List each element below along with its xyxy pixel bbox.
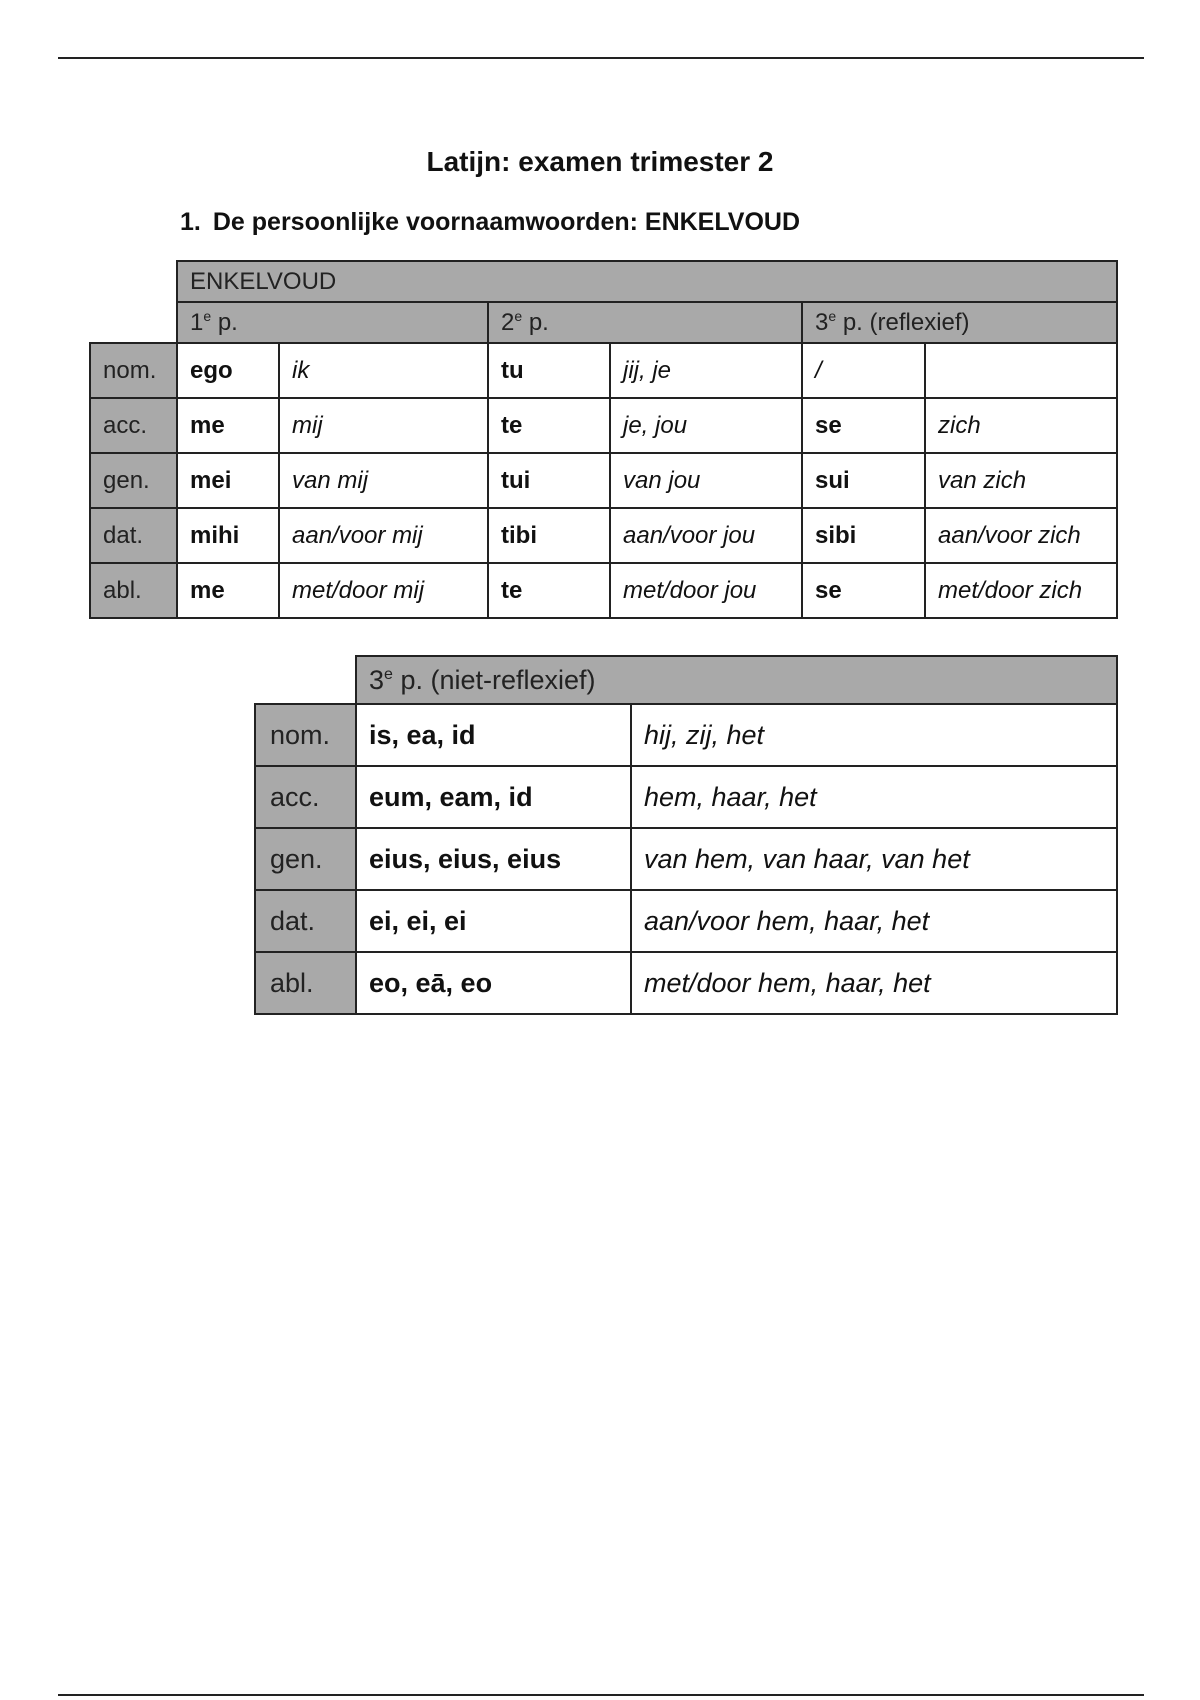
latin-form: mei [177, 453, 279, 508]
translation: zich [925, 398, 1117, 453]
case-label: abl. [90, 563, 177, 618]
ordinal-superscript: e [384, 665, 393, 683]
latin-form: eius, eius, eius [356, 828, 631, 890]
singular-pronoun-table [89, 260, 1118, 619]
latin-form: sui [802, 453, 925, 508]
person-header-row [90, 302, 1117, 343]
table-title: ENKELVOUD [177, 261, 1117, 302]
case-label: acc. [255, 766, 356, 828]
top-rule [58, 57, 1144, 59]
latin-form: tui [488, 453, 610, 508]
translation: aan/voor mij [279, 508, 488, 563]
corner-cell [90, 302, 177, 343]
table-row [90, 453, 1117, 508]
latin-form: se [802, 398, 925, 453]
case-label: gen. [255, 828, 356, 890]
table-title-row [90, 261, 1117, 302]
table-row [255, 704, 1117, 766]
case-label: dat. [255, 890, 356, 952]
document-title: Latijn: examen trimester 2 [426, 146, 774, 177]
ordinal-superscript: e [828, 308, 837, 324]
translation: mij [279, 398, 488, 453]
table-title [356, 656, 1117, 704]
table-row [90, 508, 1117, 563]
translation: hem, haar, het [631, 766, 1117, 828]
latin-form: me [177, 398, 279, 453]
translation: van hem, van haar, van het [631, 828, 1117, 890]
case-label: abl. [255, 952, 356, 1014]
latin-form: eo, eā, eo [356, 952, 631, 1014]
translation: aan/voor zich [925, 508, 1117, 563]
section-heading-text: De persoonlijke voornaamwoorden: ENKELVOUD [212, 208, 800, 236]
corner-cell [255, 656, 356, 704]
section-heading [180, 208, 800, 237]
translation: met/door hem, haar, het [631, 952, 1117, 1014]
person-number: 3 [369, 664, 385, 695]
table-row [90, 398, 1117, 453]
case-label: gen. [90, 453, 177, 508]
person-number: 2 [501, 309, 515, 336]
translation: van zich [925, 453, 1117, 508]
translation: aan/voor jou [610, 508, 802, 563]
translation: van mij [279, 453, 488, 508]
translation: met/door mij [279, 563, 488, 618]
translation: aan/voor hem, haar, het [631, 890, 1117, 952]
latin-form: / [802, 343, 925, 398]
person-number: 1 [190, 309, 204, 336]
non-reflexive-pronoun-table [254, 655, 1118, 1015]
translation: hij, zij, het [631, 704, 1117, 766]
translation: je, jou [610, 398, 802, 453]
translation: met/door jou [610, 563, 802, 618]
translation: van jou [610, 453, 802, 508]
section-number: 1. [180, 208, 201, 236]
latin-form: me [177, 563, 279, 618]
latin-form: mihi [177, 508, 279, 563]
latin-form: ego [177, 343, 279, 398]
table-row [90, 343, 1117, 398]
latin-form: ei, ei, ei [356, 890, 631, 952]
translation: jij, je [610, 343, 802, 398]
corner-cell [90, 261, 177, 302]
latin-form: sibi [802, 508, 925, 563]
ordinal-superscript: e [514, 308, 523, 324]
case-label: nom. [90, 343, 177, 398]
person-header-1 [177, 302, 488, 343]
person-number: 3 [815, 309, 829, 336]
person-label: p. [522, 309, 549, 336]
translation [925, 343, 1117, 398]
latin-form: te [488, 563, 610, 618]
latin-form: te [488, 398, 610, 453]
person-header-3 [802, 302, 1117, 343]
table-row [255, 828, 1117, 890]
table-row [255, 766, 1117, 828]
table-title-row [255, 656, 1117, 704]
table-row [255, 890, 1117, 952]
table-row [255, 952, 1117, 1014]
table-row [90, 563, 1117, 618]
person-header-2 [488, 302, 802, 343]
latin-form: is, ea, id [356, 704, 631, 766]
bottom-rule [58, 1694, 1144, 1696]
translation: met/door zich [925, 563, 1117, 618]
latin-form: eum, eam, id [356, 766, 631, 828]
translation: ik [279, 343, 488, 398]
person-label: p. [211, 309, 238, 336]
person-label: p. (reflexief) [836, 309, 970, 336]
latin-form: tu [488, 343, 610, 398]
ordinal-superscript: e [203, 308, 212, 324]
person-label: p. (niet-reflexief) [392, 664, 596, 695]
latin-form: tibi [488, 508, 610, 563]
case-label: acc. [90, 398, 177, 453]
latin-form: se [802, 563, 925, 618]
case-label: dat. [90, 508, 177, 563]
case-label: nom. [255, 704, 356, 766]
